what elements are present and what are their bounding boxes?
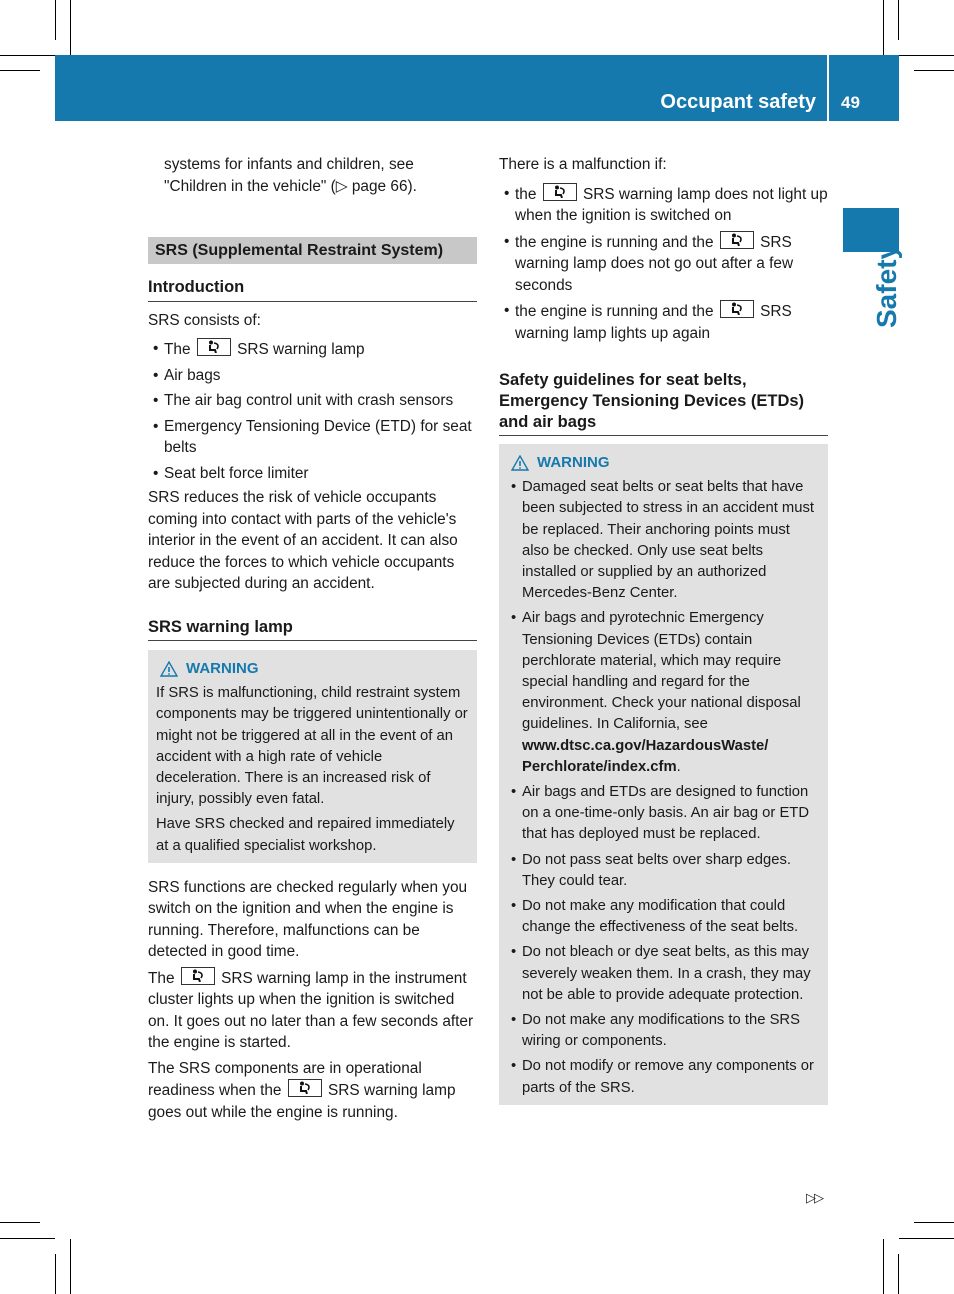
disposal-link[interactable]: www.dtsc.ca.gov/HazardousWaste/ Perchlorate/index.cfm <box>522 737 769 775</box>
body-text: SRS reduces the risk of vehicle occupants coming into contact with parts of the vehicle's interior in the event of an accident. It can also reduce the forces to which vehicle occupants are subjected during an accident. <box>148 489 458 592</box>
subsection-heading: Introduction <box>148 277 477 302</box>
crop-mark <box>70 1239 71 1294</box>
list-item: • The air bag control unit with crash sensors <box>148 390 477 412</box>
warning-label: WARNING <box>186 660 259 677</box>
list-item: • Do not bleach or dye seat belts, as this may severely weaken them. In a crash, they may not be able to provide adequate protection. <box>507 942 820 1006</box>
warning-triangle-icon <box>511 455 529 471</box>
list-item: • Do not pass seat belts over sharp edges. They could tear. <box>507 850 820 892</box>
warning-text: Have SRS checked and repaired immediately at a qualified specialist workshop. <box>156 816 455 854</box>
page-number: 49 <box>841 93 860 112</box>
body-text: SRS functions are checked regularly when you switch on the ignition and when the engine is running. Therefore, malfunctions can be detected in good time. <box>148 878 468 961</box>
crop-mark <box>0 70 40 71</box>
list-item: • The SRS warning lamp <box>148 338 477 361</box>
crop-mark <box>899 55 954 56</box>
crop-mark <box>883 1239 884 1294</box>
list-item: • Do not make any modifications to the SRS wiring or components. <box>507 1010 820 1052</box>
warning-header <box>507 452 820 473</box>
crop-mark <box>0 55 55 56</box>
left-column <box>148 154 477 1123</box>
crop-mark <box>914 70 954 71</box>
continue-marker: ▷▷ <box>806 1190 822 1205</box>
crop-mark <box>883 0 884 55</box>
warning-triangle-icon <box>160 661 178 677</box>
warning-box <box>499 444 828 1105</box>
subsection-heading: Safety guidelines for seat belts, Emergency Tensioning Devices (ETDs) and air bags <box>499 370 828 436</box>
list-item: • Do not make any modification that could change the effectiveness of the seat belts. <box>507 896 820 938</box>
warning-header <box>156 658 469 679</box>
srs-airbag-icon <box>720 300 754 318</box>
crop-mark <box>898 1254 899 1294</box>
list-item: • Seat belt force limiter <box>148 463 477 485</box>
srs-airbag-icon <box>197 338 231 356</box>
chapter-label <box>843 210 902 350</box>
list-item: • the SRS warning lamp does not light up when the ignition is switched on <box>499 183 828 227</box>
body-text: There is a malfunction if: <box>499 156 667 173</box>
warning-label: WARNING <box>537 454 610 471</box>
crop-mark <box>914 1222 954 1223</box>
right-column <box>499 154 828 1105</box>
list-item: • Air bags and pyrotechnic Emergency Tensioning Devices (ETDs) contain perchlorate material, which may require special handling and regard for the environment. Check your national disposal guidelines. In California, see www.dtsc.ca.gov/HazardousWaste/ Perchlorate/index.cfm. <box>507 608 820 778</box>
srs-components-list <box>148 338 477 484</box>
crop-mark <box>0 1222 40 1223</box>
list-item: • the engine is running and the SRS warning lamp lights up again <box>499 300 828 344</box>
list-item: • Air bags <box>148 365 477 387</box>
section-heading: SRS (Supplemental Restraint System) <box>148 237 477 264</box>
body-text: SRS consists of: <box>148 311 261 329</box>
warning-box <box>148 650 477 863</box>
list-item: • Do not modify or remove any components or parts of the SRS. <box>507 1056 820 1098</box>
chapter-label-text: Safety <box>871 243 902 328</box>
crop-mark <box>70 0 71 55</box>
list-item: • Damaged seat belts or seat belts that have been subjected to stress in an accident must be replaced. Their anchoring points must also be checked. Only use seat belts installed or supplied by an authorized Mercedes-Benz Center. <box>507 477 820 604</box>
section-title: Occupant safety <box>660 91 816 113</box>
list-item: • Air bags and ETDs are designed to function on a one-time-only basis. An air bag or ETD that has deployed must be replaced. <box>507 782 820 846</box>
crop-mark <box>0 1238 55 1239</box>
srs-airbag-icon <box>181 967 215 985</box>
list-item: • Emergency Tensioning Device (ETD) for seat belts <box>148 416 477 459</box>
body-text: The SRS components are in operational readiness when the SRS warning lamp goes out while the engine is running. <box>148 1059 456 1121</box>
crop-mark <box>898 0 899 40</box>
warning-list <box>507 477 820 1099</box>
srs-airbag-icon <box>543 183 577 201</box>
header-divider <box>827 55 829 121</box>
list-item: • the engine is running and the SRS warning lamp does not go out after a few seconds <box>499 231 828 297</box>
intro-paragraph: systems for infants and children, see "Children in the vehicle" (▷ page 66). <box>164 156 417 195</box>
body-text: The SRS warning lamp in the instrument cluster lights up when the ignition is switched on. It goes out no later than a few seconds after the engine is started. <box>148 967 477 1054</box>
crop-mark <box>55 0 56 40</box>
srs-airbag-icon <box>720 231 754 249</box>
crop-mark <box>899 1238 954 1239</box>
malfunction-list <box>499 183 828 345</box>
warning-text: If SRS is malfunctioning, child restraint system components may be triggered unintentionally or might not be triggered at all in the event of an accident with a high rate of vehicle deceleration. There is an increased risk of injury, possibly even fatal. <box>156 685 468 808</box>
srs-airbag-icon <box>288 1079 322 1097</box>
crop-mark <box>55 1254 56 1294</box>
page-header <box>55 55 899 121</box>
subsection-heading: SRS warning lamp <box>148 617 477 642</box>
